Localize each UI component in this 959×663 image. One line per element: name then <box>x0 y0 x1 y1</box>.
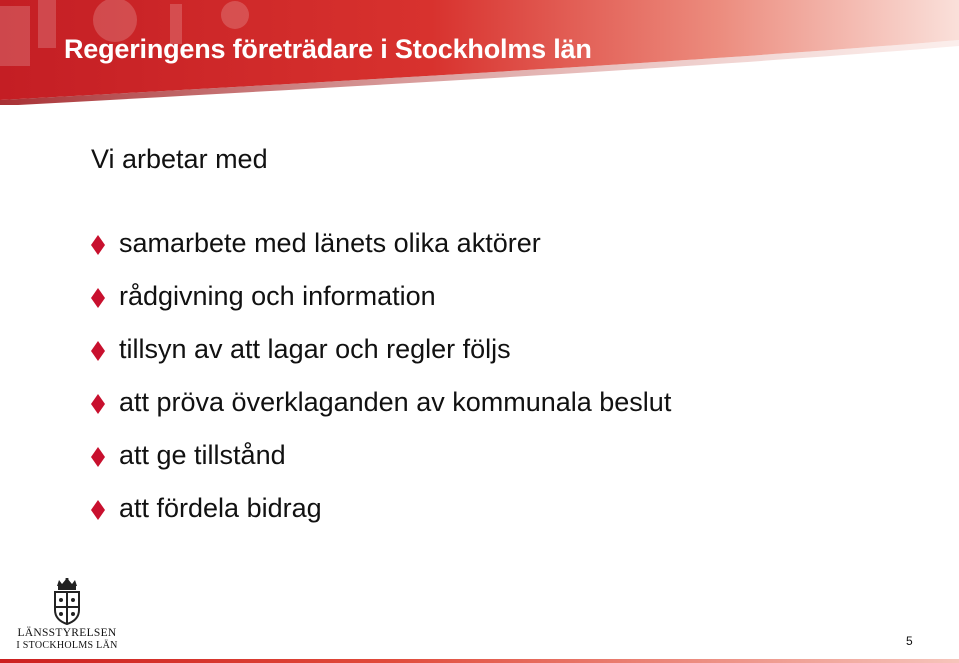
bullet-list <box>91 228 671 546</box>
list-item <box>91 228 671 281</box>
bullet-text: att ge tillstånd <box>119 440 286 470</box>
list-item <box>91 493 671 546</box>
bullet-text: tillsyn av att lagar och regler följs <box>119 334 511 364</box>
diamond-bullet-icon <box>91 235 105 255</box>
intro-text: Vi arbetar med <box>91 144 268 174</box>
crown-shield-icon <box>14 578 120 626</box>
diamond-bullet-icon <box>91 447 105 467</box>
diamond-bullet-icon <box>91 288 105 308</box>
list-item <box>91 440 671 493</box>
slide-title: Regeringens företrädare i Stockholms län <box>64 34 592 64</box>
bottom-rule <box>0 659 959 663</box>
bullet-text: rådgivning och information <box>119 281 436 311</box>
page-number: 5 <box>906 634 913 648</box>
header-banner <box>0 0 959 105</box>
bullet-text: att pröva överklaganden av kommunala beslut <box>119 387 672 417</box>
bullet-text: att fördela bidrag <box>119 493 322 523</box>
logo-line-1: LÄNSSTYRELSEN <box>17 627 117 639</box>
lansstyrelsen-logo <box>14 578 120 654</box>
list-item <box>91 281 671 334</box>
diamond-bullet-icon <box>91 500 105 520</box>
diamond-bullet-icon <box>91 394 105 414</box>
bullet-text: samarbete med länets olika aktörer <box>119 228 541 258</box>
list-item <box>91 334 671 387</box>
diamond-bullet-icon <box>91 341 105 361</box>
list-item <box>91 387 671 440</box>
logo-line-2: I STOCKHOLMS LÄN <box>16 640 118 651</box>
